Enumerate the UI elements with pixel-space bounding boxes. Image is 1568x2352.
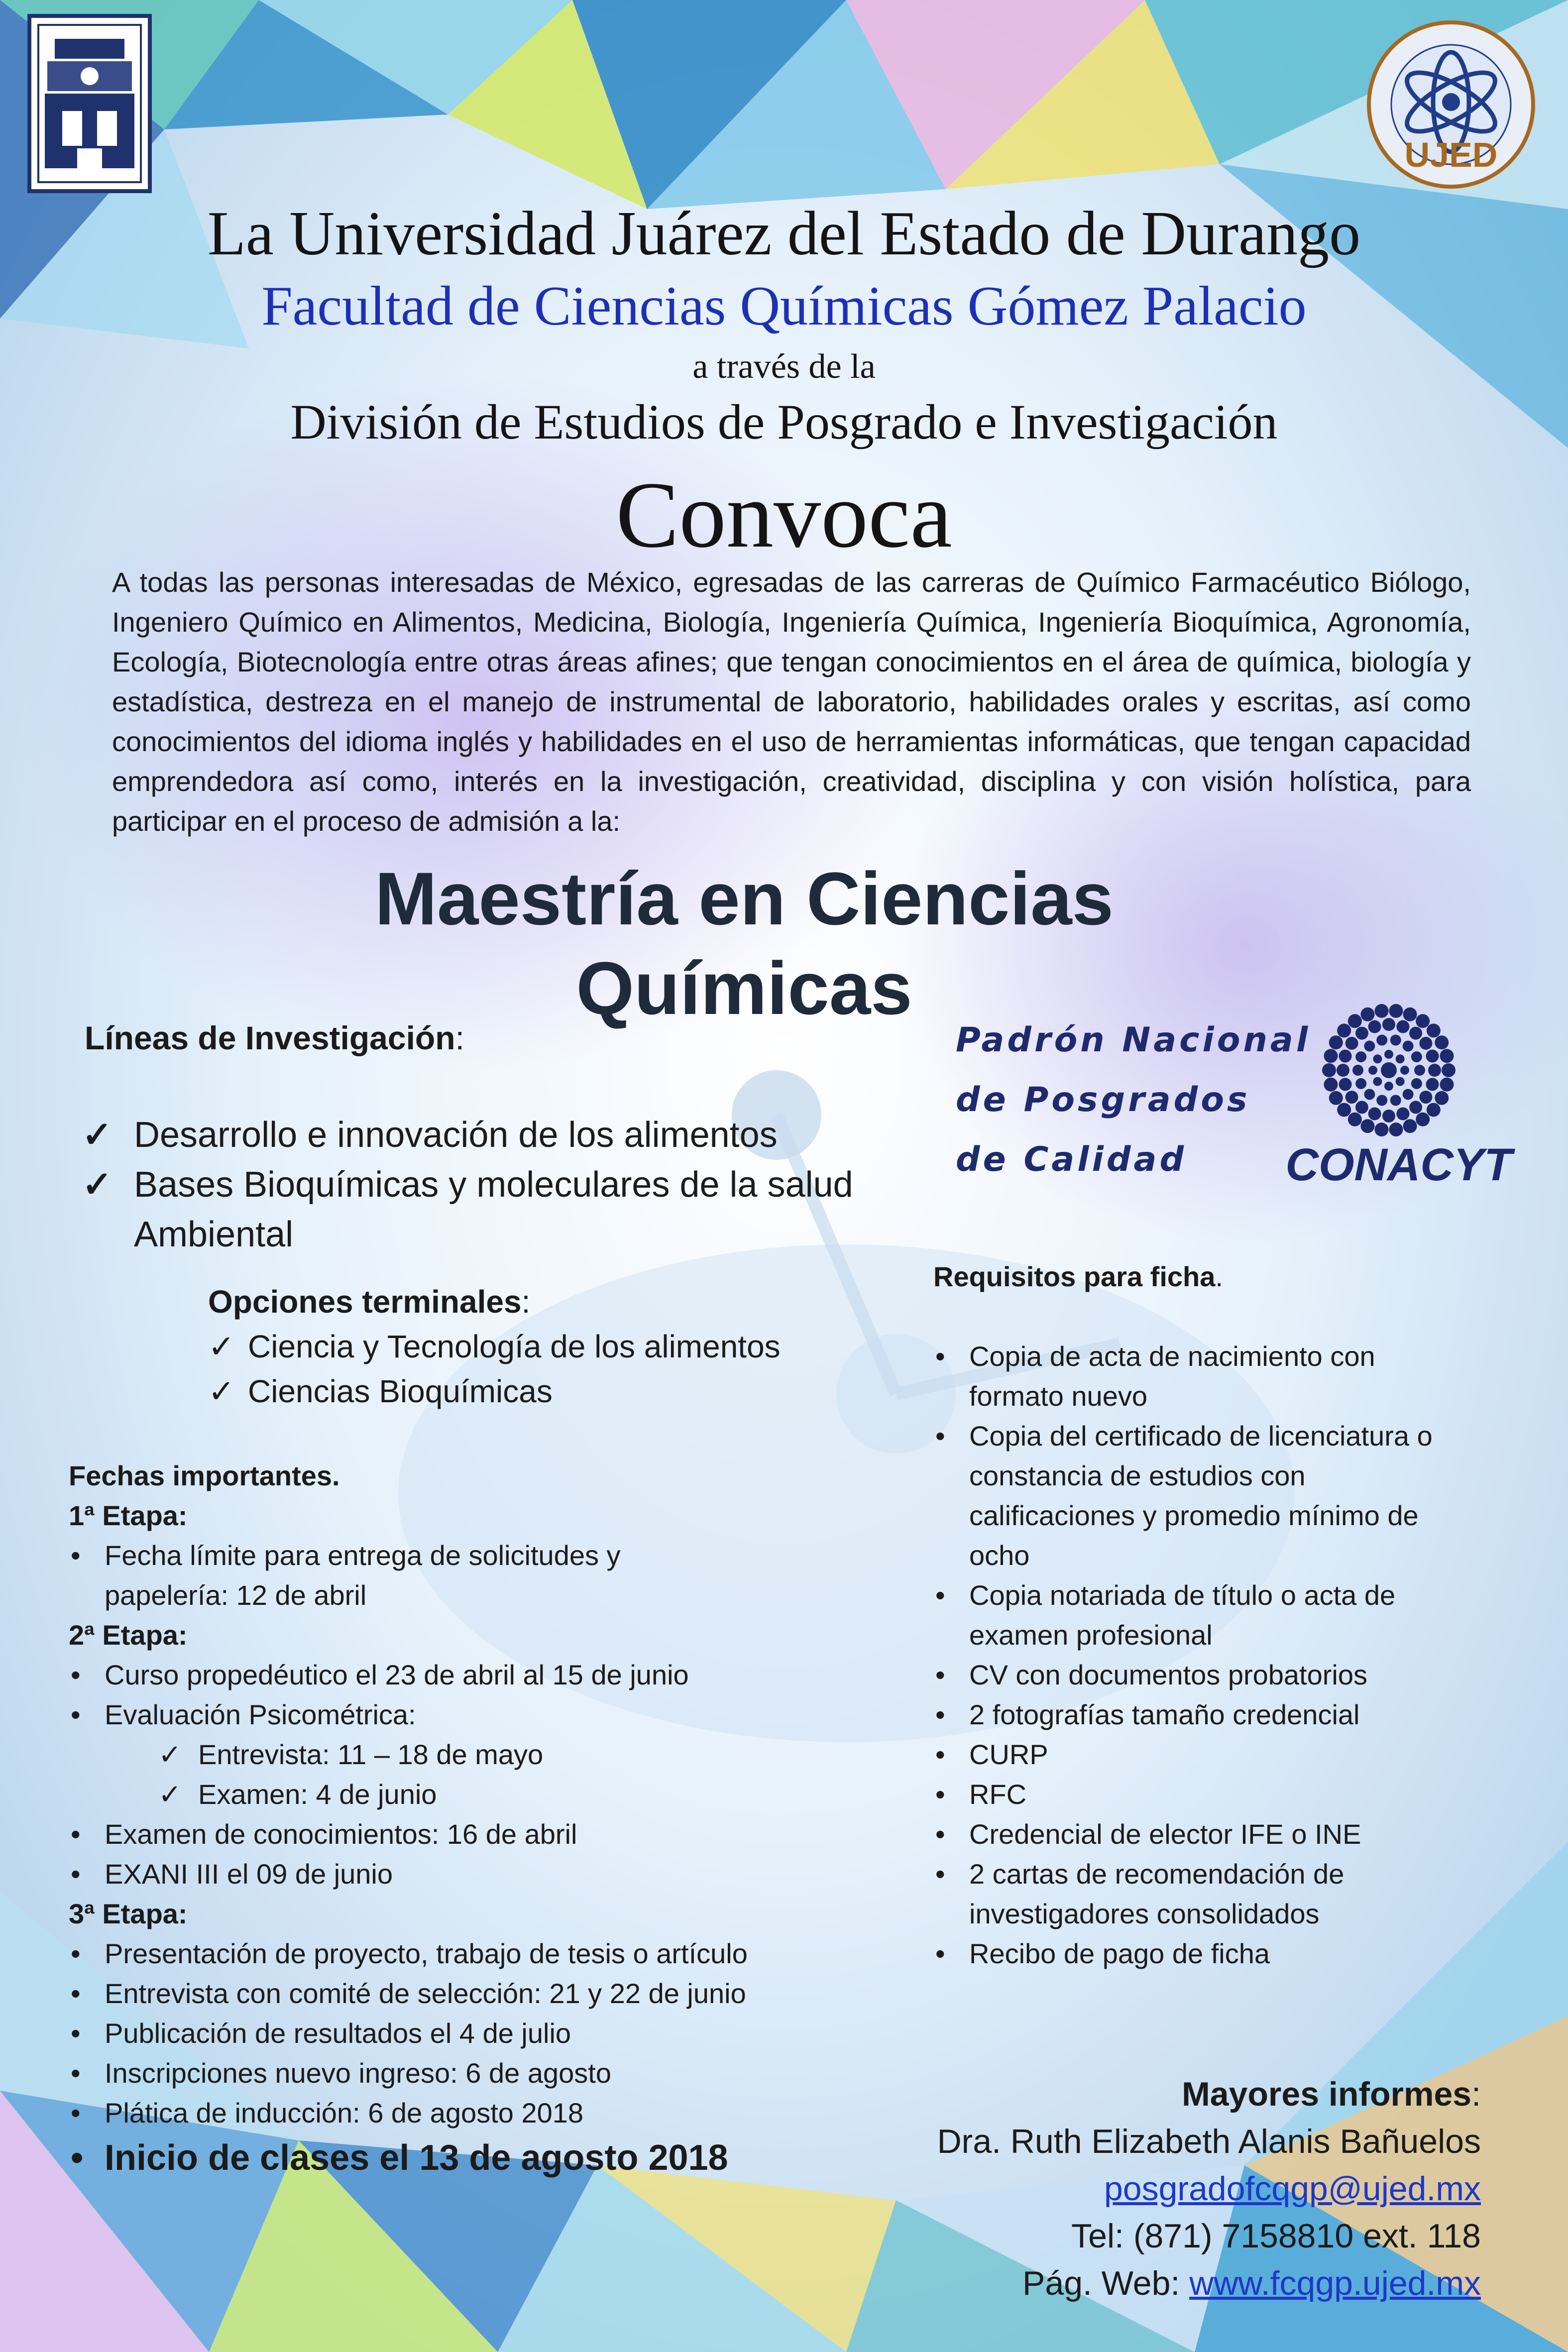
lineas-heading-text: Líneas de Investigación — [85, 1019, 455, 1056]
conacyt-dot — [1322, 1063, 1336, 1077]
conacyt-dot — [1381, 1062, 1397, 1078]
conacyt-dot — [1339, 1078, 1352, 1091]
contact-web-link[interactable]: www.fcqgp.ujed.mx — [1189, 2264, 1481, 2302]
lineas-list — [82, 1110, 898, 1259]
conacyt-dot — [1364, 1041, 1375, 1052]
conacyt-dot — [1368, 1020, 1381, 1033]
conacyt-dot — [1368, 1107, 1381, 1120]
etapa-2-item: • Curso propedéutico el 23 de abril al 15 de junio — [69, 1655, 905, 1695]
pnpc-line-3: de Calidad — [956, 1140, 1187, 1179]
division-title: División de Estudios de Posgrado e Investigación — [290, 394, 1278, 449]
conacyt-dot — [1375, 1004, 1389, 1018]
lineas-item: ✓ Desarrollo e innovación de los alimentos — [82, 1110, 898, 1160]
conacyt-dot — [1345, 1091, 1358, 1104]
fechas-heading: Fechas importantes. — [69, 1460, 340, 1491]
etapa-2-item: • EXANI III el 09 de junio — [69, 1854, 905, 1894]
contact-name: Dra. Ruth Elizabeth Alanis Bañuelos — [937, 2123, 1481, 2160]
conacyt-dot — [1428, 1064, 1441, 1077]
conacyt-dot — [1390, 1035, 1401, 1046]
contact-web-label: Pág. Web: — [1022, 2264, 1190, 2302]
conacyt-dot — [1426, 1078, 1439, 1091]
opciones-heading — [208, 1282, 530, 1322]
conacyt-dot — [1348, 1113, 1362, 1126]
requisito-item: • 2 fotografías tamaño credencial — [933, 1695, 1461, 1735]
conacyt-dot — [1435, 1091, 1449, 1105]
conacyt-dot — [1373, 1054, 1382, 1063]
university-seal-icon — [27, 14, 152, 193]
etapa-2-subitem: ✓ Entrevista: 11 – 18 de mayo — [158, 1735, 905, 1775]
convoca-title: Convoca — [616, 463, 952, 567]
opciones-heading-text: Opciones terminales — [208, 1284, 522, 1320]
requisito-item: • Recibo de pago de ficha — [933, 1934, 1461, 1974]
program-title-line-2: Químicas — [576, 946, 912, 1030]
conacyt-dot — [1382, 1110, 1395, 1122]
conacyt-dot — [1355, 1078, 1366, 1089]
conacyt-dot — [1337, 1103, 1351, 1117]
conacyt-dot — [1360, 1119, 1374, 1133]
conacyt-dot — [1355, 1027, 1368, 1040]
contact-email-link[interactable]: posgradofcqgp@ujed.mx — [1104, 2170, 1481, 2208]
conacyt-dot — [1442, 1063, 1456, 1077]
conacyt-dot — [1440, 1078, 1454, 1092]
conacyt-dot — [1324, 1078, 1338, 1092]
requisito-item: • Copia del certificado de licenciatura o constancia de estudios con calificaciones y promedio mínimo de ocho — [933, 1416, 1461, 1575]
faculty-atom-logo — [1364, 17, 1538, 192]
pnpc-text — [956, 1010, 1314, 1190]
conacyt-dot — [1403, 1008, 1417, 1021]
requisito-item: • RFC — [933, 1775, 1461, 1814]
lineas-item: ✓ Bases Bioquímicas y moleculares de la salud Ambiental — [82, 1160, 898, 1259]
requisitos-heading-text: Requisitos para ficha — [933, 1261, 1216, 1292]
conacyt-dot — [1339, 1050, 1352, 1063]
lineas-heading — [85, 1018, 464, 1058]
opciones-item: ✓ Ciencia y Tecnología de los alimentos — [208, 1324, 905, 1369]
etapa-3-item: • Inscripciones nuevo ingreso: 6 de agosto — [69, 2053, 905, 2093]
etapa-1-title: 1ª Etapa: — [69, 1500, 188, 1531]
pnpc-line-2: de Posgrados — [956, 1080, 1250, 1120]
conacyt-dot — [1403, 1089, 1414, 1100]
conacyt-dot — [1396, 1054, 1405, 1063]
conacyt-dot — [1411, 1078, 1422, 1089]
conacyt-dot — [1373, 1077, 1382, 1086]
requisitos-heading — [933, 1257, 1481, 1297]
conacyt-dot — [1382, 1018, 1395, 1031]
requisito-item: • Credencial de elector IFE o INE — [933, 1814, 1461, 1854]
etapa-3-title: 3ª Etapa: — [69, 1898, 188, 1929]
conacyt-dot — [1400, 1066, 1409, 1075]
conacyt-dot — [1414, 1065, 1425, 1076]
requisito-item: • 2 cartas de recomendación de investigadores consolidados — [933, 1854, 1461, 1934]
conacyt-dot — [1440, 1049, 1454, 1063]
conacyt-dot — [1435, 1035, 1449, 1049]
conacyt-dot — [1337, 1023, 1351, 1037]
requisito-item: • Copia de acta de nacimiento con formato nuevo — [933, 1337, 1461, 1416]
contact-heading-text: Mayores informes — [1182, 2075, 1472, 2113]
conacyt-dot — [1375, 1122, 1389, 1136]
inicio-clases: • Inicio de clases el 13 de agosto 2018 — [69, 2133, 905, 2183]
conacyt-dot — [1419, 1091, 1432, 1104]
etapa-2-item: • Examen de conocimientos: 16 de abril — [69, 1814, 905, 1854]
opciones-list — [208, 1324, 905, 1414]
conacyt-dot — [1403, 1119, 1417, 1133]
conacyt-dot — [1337, 1064, 1349, 1077]
faculty-title: Facultad de Ciencias Químicas Gómez Palacio — [261, 275, 1307, 337]
conacyt-dot — [1409, 1027, 1422, 1040]
conacyt-dot — [1409, 1101, 1422, 1114]
requisitos-section — [933, 1257, 1481, 1974]
lineas-heading-colon: : — [455, 1019, 464, 1056]
opciones-heading-colon: : — [521, 1284, 531, 1320]
conacyt-dot — [1419, 1037, 1432, 1050]
program-title-line-1: Maestría en Ciencias — [374, 857, 1114, 940]
opciones-item: ✓ Ciencias Bioquímicas — [208, 1369, 905, 1414]
conacyt-dot — [1411, 1051, 1422, 1062]
conacyt-dot — [1376, 1095, 1387, 1106]
conacyt-brand: CONACYT — [1285, 1139, 1512, 1190]
conacyt-dot — [1345, 1037, 1358, 1050]
program-title — [249, 854, 1239, 1033]
conacyt-dot — [1360, 1008, 1374, 1021]
conacyt-dot — [1396, 1020, 1409, 1033]
conacyt-dot — [1376, 1035, 1387, 1046]
conacyt-dot — [1324, 1049, 1338, 1063]
etapa-3-item: • Entrevista con comité de selección: 21 y 22 de junio — [69, 1974, 905, 2014]
etapa-2-title: 2ª Etapa: — [69, 1619, 188, 1651]
intro-paragraph: A todas las personas interesadas de México, egresadas de las carreras de Químico Farmacéutico Biólogo, Ingeniero Químico en Alimentos, Medicina, Biología, Ingeniería Química, Ingeniería Bioquímica, Agronomía, Ecología, Biotecnología entre otras áreas afines; que tengan conocimientos en el área de química, biología y estadística, destreza en el manejo de instrumental de laboratorio, habilidades orales y escritas, así como conocimientos del idioma inglés y habilidades en el uso de herramientas informáticas, que tengan capacidad emprendedora así como, interés en la investigación, creatividad, disciplina y con visión holística, para participar en el proceso de admisión a la: — [112, 566, 1471, 837]
conacyt-dot — [1426, 1050, 1439, 1063]
conacyt-dot — [1396, 1107, 1409, 1120]
conacyt-dot — [1390, 1095, 1401, 1106]
contact-heading — [846, 2071, 1481, 2118]
conacyt-dot — [1352, 1065, 1363, 1076]
conacyt-dot — [1384, 1082, 1393, 1091]
contact-web — [846, 2260, 1481, 2307]
conacyt-dot — [1389, 1004, 1403, 1018]
conacyt-dot — [1389, 1122, 1403, 1136]
etapa-3-item: • Presentación de proyecto, trabajo de tesis o artículo — [69, 1934, 752, 1974]
contact-phone: Tel: (871) 7158810 ext. 118 — [1071, 2217, 1481, 2255]
etapa-3-item: • Plática de inducción: 6 de agosto 2018 — [69, 2093, 905, 2133]
conacyt-dot — [1368, 1066, 1377, 1075]
conacyt-dot — [1384, 1050, 1393, 1059]
requisito-item: • Copia notariada de título o acta de examen profesional — [933, 1575, 1461, 1655]
requisito-item: • CV con documentos probatorios — [933, 1655, 1461, 1695]
requisito-item: • CURP — [933, 1735, 1461, 1775]
etapa-2-subitem: ✓ Examen: 4 de junio — [158, 1775, 905, 1814]
conacyt-dot — [1329, 1035, 1343, 1049]
conacyt-dot — [1355, 1051, 1366, 1062]
conacyt-dot — [1416, 1014, 1430, 1028]
via-text: a través de la — [692, 347, 876, 386]
conacyt-dots-logo — [1322, 1003, 1456, 1137]
etapa-1-item: • Fecha límite para entrega de solicitudes y papelería: 12 de abril — [69, 1536, 752, 1615]
conacyt-dot — [1329, 1091, 1343, 1105]
conacyt-dot — [1427, 1023, 1441, 1037]
fechas-section — [69, 1456, 905, 2183]
conacyt-dot — [1416, 1113, 1430, 1126]
contact-section — [846, 2071, 1481, 2307]
etapa-3-item: • Publicación de resultados el 4 de julio — [69, 2014, 905, 2053]
pnpc-line-1: Padrón Nacional — [956, 1020, 1311, 1060]
svg-text:UJED: UJED — [1404, 135, 1498, 174]
university-title: La Universidad Juárez del Estado de Durango — [207, 199, 1361, 268]
conacyt-dot — [1364, 1089, 1375, 1100]
conacyt-dot — [1427, 1103, 1441, 1117]
conacyt-dot — [1348, 1014, 1362, 1028]
contact-heading-colon: : — [1471, 2075, 1481, 2113]
etapa-2-item: • Evaluación Psicométrica: — [69, 1695, 905, 1735]
conacyt-dot — [1355, 1101, 1368, 1114]
requisitos-heading-dot: . — [1215, 1261, 1223, 1292]
conacyt-dot — [1403, 1041, 1414, 1052]
conacyt-dot — [1396, 1077, 1405, 1086]
